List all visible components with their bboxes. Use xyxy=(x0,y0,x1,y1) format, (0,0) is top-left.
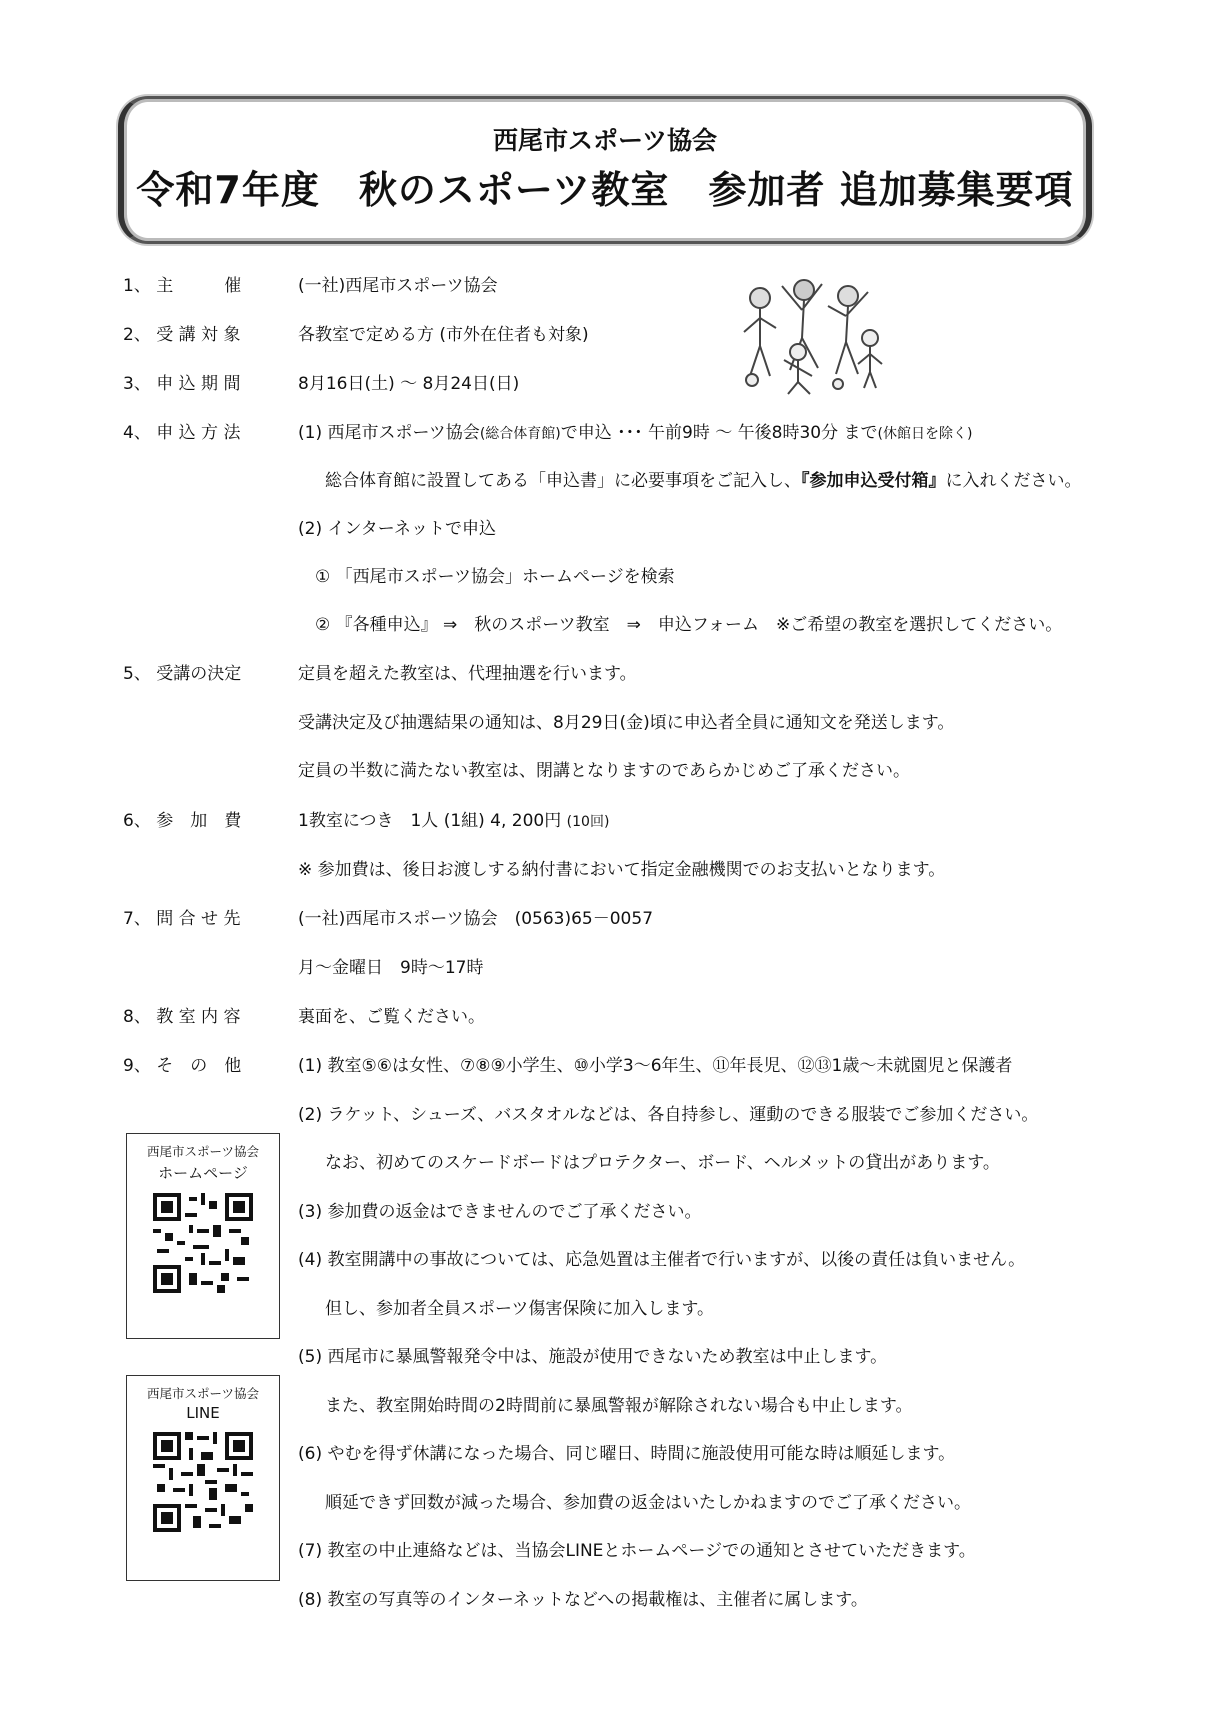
section-9-line-6: 但し、参加者全員スポーツ傷害保険に加入します。 xyxy=(325,1299,714,1319)
section-4-line-3: (2) インターネットで申込 xyxy=(298,519,496,539)
section-5-line-3: 定員の半数に満たない教室は、閉講となりますのであらかじめご了承ください。 xyxy=(298,761,910,781)
section-2-text: 各教室で定める方 (市外在住者も対象) xyxy=(298,325,589,345)
section-3-label: 3、 申 込 期 間 xyxy=(123,374,241,394)
section-2-label: 2、 受 講 対 象 xyxy=(123,325,241,345)
section-9-line-5: (4) 教室開講中の事故については、応急処置は主催者で行いますが、以後の責任は負いません。 xyxy=(298,1250,1026,1270)
exercising-family-illustration-icon xyxy=(738,276,898,396)
section-4-line-4: ① 「西尾市スポーツ協会」ホームページを検索 xyxy=(315,567,675,587)
section-9-line-2: (2) ラケット、シューズ、バスタオルなどは、各自持参し、運動のできる服装でご参加ください。 xyxy=(298,1105,1039,1125)
section-1-label: 1、 主 催 xyxy=(123,276,242,296)
section-9-label: 9、 そ の 他 xyxy=(123,1056,242,1076)
section-9-line-4: (3) 参加費の返金はできませんのでご了承ください。 xyxy=(298,1202,702,1222)
section-6-line-1: 1教室につき 1人 (1組) 4, 200円 (10回) xyxy=(298,811,610,831)
section-1-text: (一社)西尾市スポーツ協会 xyxy=(298,276,498,296)
qr-line-label: LINE xyxy=(186,1404,220,1422)
qr-box-homepage xyxy=(126,1133,280,1339)
header-banner xyxy=(118,96,1092,244)
section-9-line-11: (7) 教室の中止連絡などは、当協会LINEとホームページでの通知とさせていただきます。 xyxy=(298,1541,976,1561)
section-9-line-9: (6) やむを得ず休講になった場合、同じ曜日、時間に施設使用可能な時は順延します。 xyxy=(298,1444,956,1464)
header-org: 西尾市スポーツ協会 xyxy=(492,126,717,155)
section-4-line-5: ② 『各種申込』 ⇒ 秋のスポーツ教室 ⇒ 申込フォーム ※ご希望の教室を選択してください。 xyxy=(315,615,1063,635)
section-6-line-2: ※ 参加費は、後日お渡しする納付書において指定金融機関でのお支払いとなります。 xyxy=(298,860,946,880)
section-5-label: 5、 受講の決定 xyxy=(123,664,242,684)
section-4-label: 4、 申 込 方 法 xyxy=(123,423,241,443)
section-8-text: 裏面を、ご覧ください。 xyxy=(298,1007,485,1027)
qr-line-org: 西尾市スポーツ協会 xyxy=(146,1386,259,1401)
page-title: 令和7年度 秋のスポーツ教室 参加者 追加募集要項 xyxy=(136,168,1074,212)
section-3-text: 8月16日(土) ～ 8月24日(日) xyxy=(298,374,520,394)
section-7-line-2: 月～金曜日 9時～17時 xyxy=(298,958,484,978)
section-9-line-3: なお、初めてのスケードボードはプロテクター、ボード、ヘルメットの貸出があります。 xyxy=(325,1153,1000,1173)
qr-homepage-org: 西尾市スポーツ協会 xyxy=(146,1144,259,1159)
section-7-label: 7、 問 合 せ 先 xyxy=(123,909,241,929)
qr-code-icon[interactable] xyxy=(153,1432,253,1532)
section-9-line-7: (5) 西尾市に暴風警報発令中は、施設が使用できないため教室は中止します。 xyxy=(298,1347,888,1367)
qr-box-line xyxy=(126,1375,280,1581)
section-5-line-1: 定員を超えた教室は、代理抽選を行います。 xyxy=(298,664,637,684)
section-6-label: 6、 参 加 費 xyxy=(123,811,242,831)
section-9-line-12: (8) 教室の写真等のインターネットなどへの掲載権は、主催者に属します。 xyxy=(298,1590,868,1610)
section-9-line-10: 順延できず回数が減った場合、参加費の返金はいたしかねますのでご了承ください。 xyxy=(325,1493,971,1513)
section-5-line-2: 受講決定及び抽選結果の通知は、8月29日(金)頃に申込者全員に通知文を発送します。 xyxy=(298,713,955,733)
section-4-line-1: (1) 西尾市スポーツ協会(総合体育館)で申込 ･･･ 午前9時 ～ 午後8時30分 まで(休館日を除く) xyxy=(298,423,973,443)
qr-code-icon[interactable] xyxy=(153,1193,253,1293)
section-4-line-2: 総合体育館に設置してある「申込書」に必要事項をご記入し、『参加申込受付箱』に入れください。 xyxy=(325,471,1082,491)
section-7-line-1: (一社)西尾市スポーツ協会 (0563)65－0057 xyxy=(298,909,654,929)
section-9-line-1: (1) 教室⑤⑥は女性、⑦⑧⑨小学生、⑩小学3～6年生、⑪年長児、⑫⑬1歳～未就園児と保護者 xyxy=(298,1056,1013,1076)
section-8-label: 8、 教 室 内 容 xyxy=(123,1007,241,1027)
qr-homepage-label: ホームページ xyxy=(158,1164,248,1182)
section-9-line-8: また、教室開始時間の2時間前に暴風警報が解除されない場合も中止します。 xyxy=(325,1396,913,1416)
